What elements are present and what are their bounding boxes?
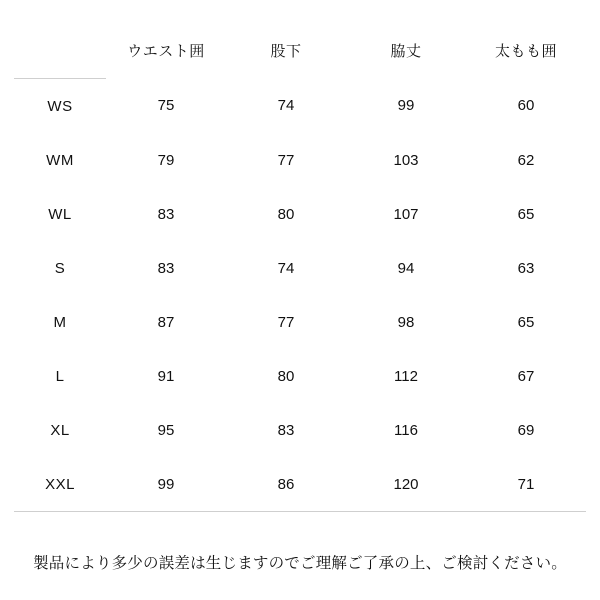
table-row [14, 295, 586, 349]
cell-thigh: 62 [517, 151, 535, 169]
table-header-row [14, 22, 586, 79]
disclaimer-text: 製品により多少の誤差は生じますのでご理解ご了承の上、ご検討ください。 [33, 555, 567, 573]
table-body [14, 79, 586, 512]
cell-sidelength: 103 [393, 151, 419, 169]
cell-sidelength: 116 [394, 421, 418, 439]
cell-sidelength: 98 [397, 313, 415, 331]
row-size-label: XL [50, 421, 70, 439]
table-row [14, 457, 586, 512]
row-size-label: WS [47, 97, 73, 115]
size-table [14, 22, 586, 512]
cell-sidelength: 94 [397, 259, 415, 277]
cell-thigh: 67 [517, 367, 535, 385]
table-row [14, 403, 586, 457]
cell-thigh: 63 [517, 259, 535, 277]
disclaimer-note [0, 528, 600, 600]
column-header-thigh: 太もも囲 [494, 42, 557, 60]
row-size-label: WL [48, 205, 72, 223]
cell-inseam: 80 [277, 205, 295, 223]
table-head [14, 22, 586, 79]
row-size-label: M [53, 313, 67, 331]
column-header-sidelength: 脇丈 [390, 42, 422, 60]
column-header-inseam: 股下 [270, 42, 302, 60]
cell-inseam: 74 [277, 97, 295, 115]
cell-waist: 91 [157, 367, 175, 385]
cell-inseam: 77 [277, 313, 295, 331]
cell-thigh: 60 [517, 97, 535, 115]
table-row [14, 79, 586, 134]
row-size-label: S [54, 259, 66, 277]
row-size-label: L [55, 367, 65, 385]
table-row [14, 187, 586, 241]
cell-waist: 87 [157, 313, 175, 331]
cell-inseam: 80 [277, 367, 295, 385]
row-size-label: WM [46, 151, 74, 169]
cell-sidelength: 112 [394, 367, 418, 385]
cell-waist: 83 [157, 205, 175, 223]
table-row [14, 133, 586, 187]
cell-thigh: 65 [517, 313, 535, 331]
cell-inseam: 86 [226, 457, 346, 512]
cell-waist: 79 [157, 151, 175, 169]
cell-waist: 83 [157, 259, 175, 277]
cell-inseam: 74 [277, 259, 295, 277]
cell-waist: 99 [106, 457, 226, 512]
table-row [14, 241, 586, 295]
cell-waist: 95 [157, 421, 175, 439]
cell-waist: 75 [157, 97, 175, 115]
cell-thigh: 71 [466, 457, 586, 512]
cell-inseam: 77 [277, 151, 295, 169]
table-row [14, 349, 586, 403]
row-size-label: XXL [14, 457, 106, 512]
column-header-size [14, 22, 106, 79]
cell-thigh: 69 [517, 421, 535, 439]
column-header-waist: ウエスト囲 [127, 42, 205, 60]
cell-sidelength: 99 [397, 97, 415, 115]
cell-sidelength: 107 [393, 205, 419, 223]
cell-inseam: 83 [277, 421, 295, 439]
cell-thigh: 65 [517, 205, 535, 223]
cell-sidelength: 120 [346, 457, 466, 512]
